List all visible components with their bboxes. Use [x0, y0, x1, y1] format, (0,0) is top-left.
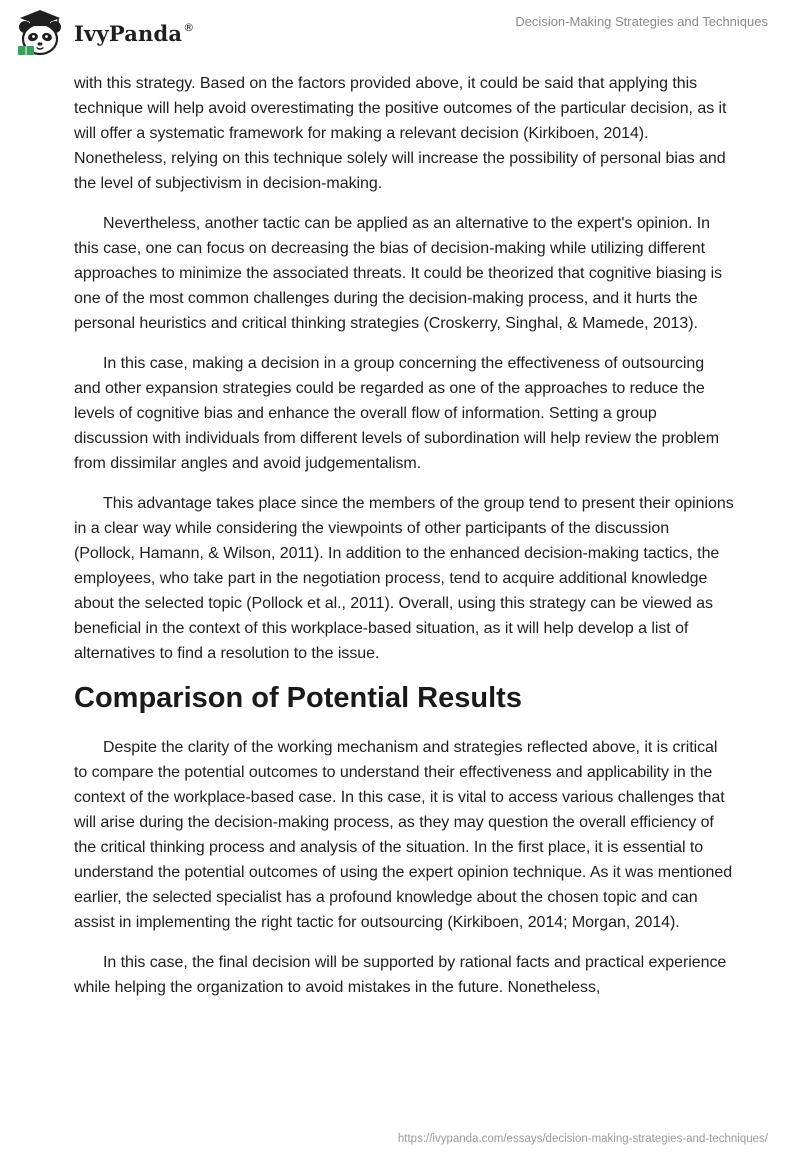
paragraph: Despite the clarity of the working mechanism and strategies reflected above, it is critical to compare the potential outcomes to understand their effectiveness and applicability in the context of the workplace-based case. In this case, it is vital to access various challenges that will arise during the decision-making process, as they may question the overall efficiency of the critical thinking process and analysis of the situation. In the first place, it is essential to understand the potential outcomes of using the expert opinion technique. As it was mentioned earlier, the selected specialist has a profound knowledge about the chosen topic and can assist in implementing the right tactic for outsourcing (Kirkiboen, 2014; Morgan, 2014).	[74, 739, 733, 931]
document-title: Decision-Making Strategies and Techniques	[515, 14, 768, 29]
essay-body	[74, 71, 734, 1015]
logo-wordmark-text: IvyPanda	[74, 20, 183, 46]
source-url[interactable]: https://ivypanda.com/essays/decision-making-strategies-and-techniques/	[397, 1133, 768, 1145]
logo-wordmark	[74, 21, 194, 46]
paragraph: In this case, making a decision in a group concerning the effectiveness of outsourcing and other expansion strategies could be regarded as one of the approaches to reduce the levels of cognitive bias and enhance the overall flow of information. Setting a group discussion with individuals from different levels of subordination will help review the problem from dissimilar angles and avoid judgementalism.	[74, 355, 720, 472]
paragraph-continuation: with this strategy. Based on the factors provided above, it could be said that applying this technique will help avoid overestimating the positive outcomes of the particular decision, as it will offer a systematic framework for making a relevant decision (Kirkiboen, 2014). Nonetheless, relying on this technique solely will increase the possibility of personal bias and the level of subjectivism in decision-making.	[74, 75, 727, 192]
paragraph: Nevertheless, another tactic can be applied as an alternative to the expert's opinion. In this case, one can focus on decreasing the bias of decision-making while utilizing different approaches to minimize the associated threats. It could be theorized that cognitive biasing is one of the most common challenges during the decision-making process, and it hurts the personal heuristics and critical thinking strategies (Croskerry, Singhal, & Mamede, 2013).	[74, 215, 723, 332]
ivypanda-logo[interactable]	[14, 8, 194, 58]
page-header	[0, 0, 800, 64]
section-heading: Comparison of Potential Results	[74, 682, 522, 714]
paragraph: In this case, the final decision will be supported by rational facts and practical experience while helping the organization to avoid mistakes in the future. Nonetheless,	[74, 954, 727, 996]
registered-mark: ®	[183, 20, 195, 34]
paragraph: This advantage takes place since the members of the group tend to present their opinions in a clear way while considering the viewpoints of other participants of the discussion (Pollock, Hamann, & Wilson, 2011). In addition to the enhanced decision-making tactics, the employees, who take part in the negotiation process, tend to acquire additional knowledge about the selected topic (Pollock et al., 2011). Overall, using this strategy can be viewed as beneficial in the context of this workplace-based situation, as it will help develop a list of alternatives to find a resolution to the issue.	[74, 495, 734, 662]
panda-graduate-icon	[14, 8, 66, 58]
